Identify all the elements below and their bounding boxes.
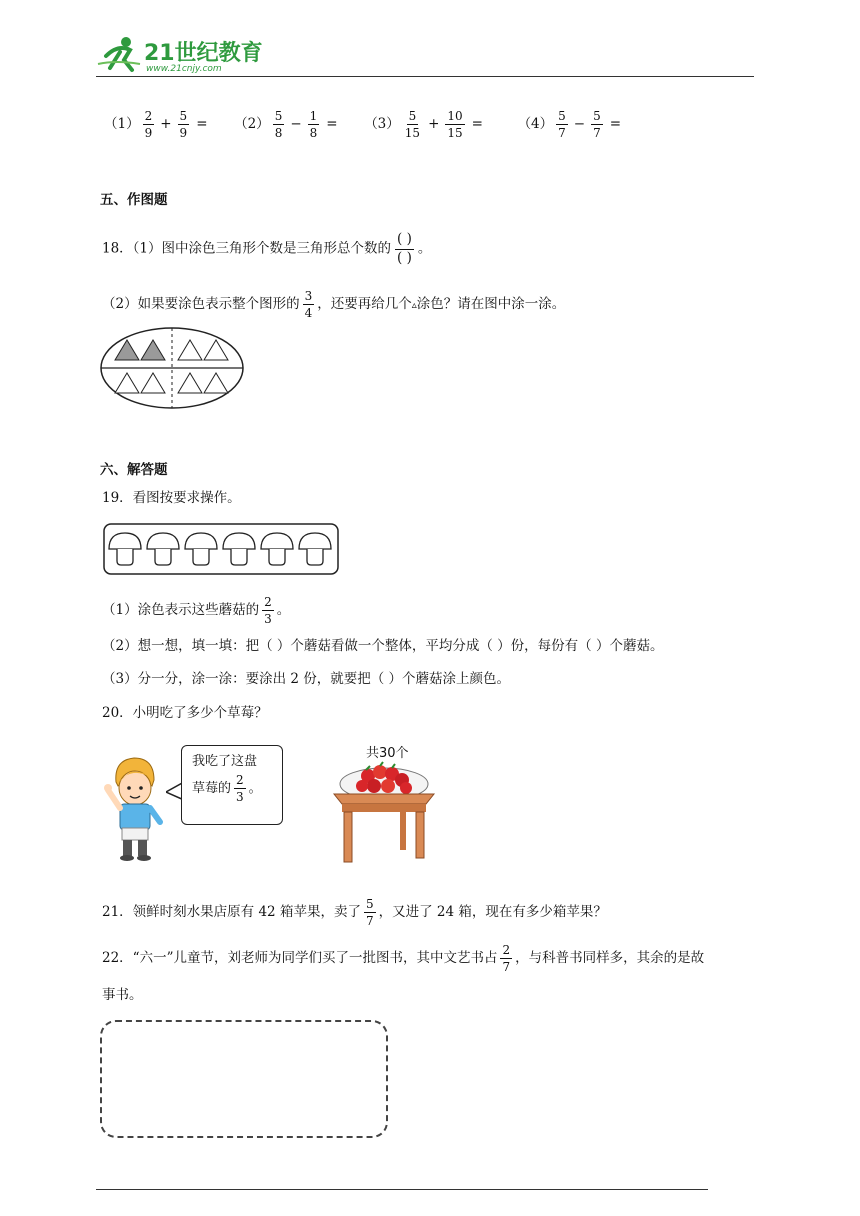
mushroom-icon [299, 533, 331, 565]
mushroom-icon [109, 533, 141, 565]
answer-box[interactable] [100, 1020, 388, 1138]
shaded-triangle [115, 340, 139, 360]
q19-title: 19．看图按要求操作。 [102, 490, 241, 506]
blank-triangle [204, 340, 228, 360]
q20-title: 20．小明吃了多少个草莓？ [102, 705, 268, 721]
triangle-ellipse-figure[interactable] [98, 325, 248, 411]
blank-triangle [204, 373, 228, 393]
bubble-line-2: 草莓的 $\frac{2}{3}$ 。 [192, 773, 262, 804]
section-6-title: 六、解答题 [100, 462, 168, 478]
speech-bubble [181, 745, 283, 825]
q17-item-2: （2） $\frac{5}{8}$ − $\frac{1}{8}$ = [234, 109, 338, 140]
q21-text: 21．领鲜时刻水果店原有 42 箱苹果，卖了 $\frac{5}{7}$ ，又进了 24 箱，现在有多少箱苹果？ [102, 897, 607, 928]
section-5-title: 五、作图题 [100, 192, 168, 208]
q22-text-line2: 事书。 [102, 987, 143, 1003]
logo-sub-text: www.21cnjy.com [146, 64, 222, 74]
logo-main-text: 21世纪教育 [144, 41, 263, 66]
q18-answer-blank[interactable]: $\frac{( )}{( )}$ [397, 231, 412, 266]
header-rule [96, 76, 754, 77]
q17-item-4: （4） $\frac{5}{7}$ − $\frac{5}{7}$ = [517, 109, 622, 140]
strawberry-table-icon [328, 758, 440, 864]
mushroom-icon [147, 533, 179, 565]
blank-triangle [178, 373, 202, 393]
q19-part1: （1）涂色表示这些蘑菇的 $\frac{2}{3}$ 。 [102, 595, 291, 626]
q17-row [104, 110, 621, 139]
boy-illustration-icon [102, 752, 168, 864]
shaded-triangle [141, 340, 165, 360]
q18-part2: （2）如果要涂色表示整个图形的 $\frac{3}{4}$ ，还要再给几个▵涂色？请在图中涂一涂。 [102, 289, 566, 320]
logo-runner-icon [96, 34, 142, 76]
header-logo [96, 34, 266, 78]
mushroom-icon [223, 533, 255, 565]
small-triangle-icon: ▵ [411, 300, 417, 311]
blank-triangle [178, 340, 202, 360]
blank-triangle [141, 373, 165, 393]
q18-part1: 18．（1）图中涂色三角形个数是三角形总个数的 $\frac{( )}{( )}$ 。 [102, 231, 432, 266]
q19-part2: （2）想一想，填一填：把（ ）个蘑菇看做一个整体，平均分成（ ）份，每份有（ ）个蘑菇。 [102, 638, 664, 654]
q17-item-3: （3） $\frac{5}{15}$ + $\frac{10}{15}$ = [364, 109, 483, 140]
mushroom-icon [261, 533, 293, 565]
mushroom-icon [185, 533, 217, 565]
q17-item-1: （1） $\frac{2}{9}$ + $\frac{5}{9}$ = [104, 109, 208, 140]
table-label: 共30个 [366, 746, 409, 761]
footer-rule [96, 1189, 708, 1190]
bubble-line-1: 我吃了这盘 [192, 754, 258, 769]
q22-text-line1: 22．“六一”儿童节，刘老师为同学们买了一批图书，其中文艺书占 $\frac{2}{7}$ ，与科普书同样多，其余的是故 [102, 943, 705, 974]
q19-part3: （3）分一分，涂一涂：要涂出 2 份，就要把（ ）个蘑菇涂上颜色。 [102, 671, 511, 687]
blank-triangle [115, 373, 139, 393]
mushroom-strip-figure[interactable] [103, 523, 339, 575]
